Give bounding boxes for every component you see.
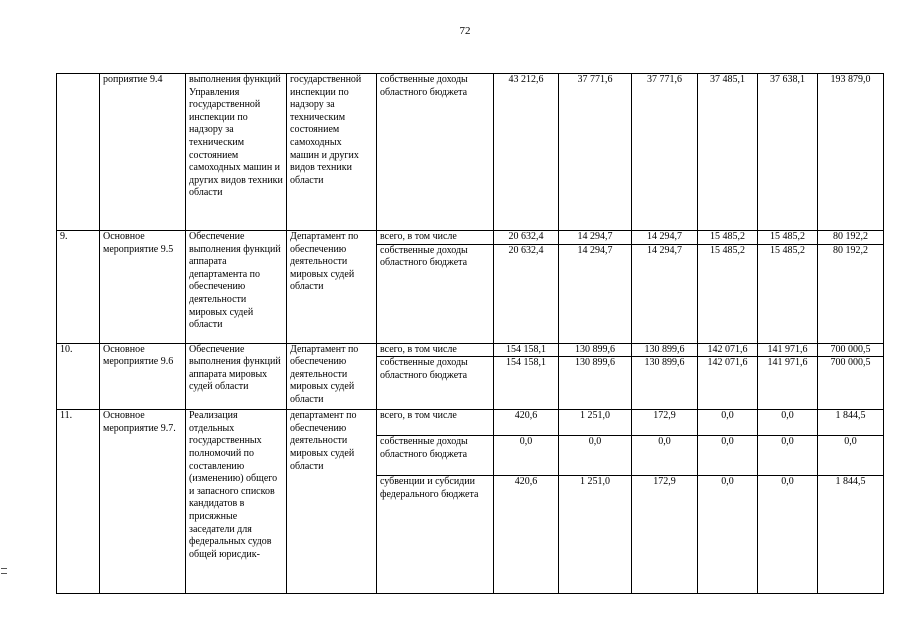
row-number: 11. xyxy=(57,410,100,594)
event-name: Основное мероприятие 9.5 xyxy=(100,231,186,344)
funding-source: собственные доходы областного бюджета xyxy=(377,74,494,231)
value-cell: 0,0 xyxy=(758,410,818,436)
funding-source: собственные доходы областного бюджета xyxy=(377,357,494,410)
event-executor: государственной инспекции по надзору за техническим состоянием самоходных машин и других видов техники области xyxy=(287,74,377,231)
value-cell: 141 971,6 xyxy=(758,343,818,357)
event-description: Обеспечение выполнения функций аппарата мировых судей области xyxy=(186,343,287,410)
row-number: 10. xyxy=(57,343,100,410)
total-cell: 1 844,5 xyxy=(818,410,884,436)
value-cell: 130 899,6 xyxy=(559,343,632,357)
total-cell: 0,0 xyxy=(818,436,884,476)
table-row xyxy=(57,410,884,436)
margin-mark xyxy=(1,568,7,574)
table-row xyxy=(57,74,884,231)
total-cell: 80 192,2 xyxy=(818,244,884,343)
total-cell: 700 000,5 xyxy=(818,357,884,410)
value-cell: 142 071,6 xyxy=(698,343,758,357)
value-cell: 14 294,7 xyxy=(559,231,632,245)
value-cell: 0,0 xyxy=(758,436,818,476)
event-executor: Департамент по обеспечению деятельности мировых судей области xyxy=(287,231,377,344)
funding-source: субвенции и субсидии федерального бюджета xyxy=(377,476,494,594)
value-cell: 1 251,0 xyxy=(559,476,632,594)
value-cell: 172,9 xyxy=(632,410,698,436)
event-name: Основное мероприятие 9.6 xyxy=(100,343,186,410)
value-cell: 15 485,2 xyxy=(758,231,818,245)
event-executor: Департамент по обеспечению деятельности мировых судей области xyxy=(287,343,377,410)
value-cell: 15 485,2 xyxy=(758,244,818,343)
value-cell: 154 158,1 xyxy=(494,357,559,410)
value-cell: 0,0 xyxy=(698,476,758,594)
row-number xyxy=(57,74,100,231)
value-cell: 43 212,6 xyxy=(494,74,559,231)
value-cell: 37 485,1 xyxy=(698,74,758,231)
value-cell: 1 251,0 xyxy=(559,410,632,436)
event-description: Реализация отдельных государственных полномочий по составлению (изменению) общего и запасного списков кандидатов в присяжные заседатели для федеральных судов общей юрисдик- xyxy=(186,410,287,594)
value-cell: 154 158,1 xyxy=(494,343,559,357)
value-cell: 420,6 xyxy=(494,476,559,594)
funding-source: всего, в том числе xyxy=(377,343,494,357)
value-cell: 14 294,7 xyxy=(632,244,698,343)
total-cell: 80 192,2 xyxy=(818,231,884,245)
page-number: 72 xyxy=(459,25,471,37)
value-cell: 142 071,6 xyxy=(698,357,758,410)
event-description: выполнения функций Управления государственной инспекции по надзору за техническим состоянием самоходных машин и других видов техники области xyxy=(186,74,287,231)
value-cell: 20 632,4 xyxy=(494,231,559,245)
value-cell: 130 899,6 xyxy=(559,357,632,410)
value-cell: 37 638,1 xyxy=(758,74,818,231)
value-cell: 37 771,6 xyxy=(559,74,632,231)
event-description: Обеспечение выполнения функций аппарата департамента по обеспечению деятельности мировых судей области xyxy=(186,231,287,344)
value-cell: 0,0 xyxy=(559,436,632,476)
value-cell: 14 294,7 xyxy=(632,231,698,245)
value-cell: 0,0 xyxy=(698,410,758,436)
total-cell: 700 000,5 xyxy=(818,343,884,357)
table-row xyxy=(57,343,884,357)
value-cell: 141 971,6 xyxy=(758,357,818,410)
funding-source: всего, в том числе xyxy=(377,231,494,245)
value-cell: 0,0 xyxy=(494,436,559,476)
total-cell: 1 844,5 xyxy=(818,476,884,594)
value-cell: 172,9 xyxy=(632,476,698,594)
budget-table xyxy=(56,73,884,594)
event-name: роприятие 9.4 xyxy=(100,74,186,231)
value-cell: 0,0 xyxy=(632,436,698,476)
value-cell: 14 294,7 xyxy=(559,244,632,343)
funding-source: собственные доходы областного бюджета xyxy=(377,436,494,476)
value-cell: 0,0 xyxy=(698,436,758,476)
value-cell: 420,6 xyxy=(494,410,559,436)
event-executor: департамент по обеспечению деятельности мировых судей области xyxy=(287,410,377,594)
value-cell: 15 485,2 xyxy=(698,231,758,245)
value-cell: 130 899,6 xyxy=(632,357,698,410)
event-name: Основное мероприятие 9.7. xyxy=(100,410,186,594)
funding-source: всего, в том числе xyxy=(377,410,494,436)
table-row xyxy=(57,231,884,245)
value-cell: 37 771,6 xyxy=(632,74,698,231)
row-number: 9. xyxy=(57,231,100,344)
value-cell: 0,0 xyxy=(758,476,818,594)
value-cell: 15 485,2 xyxy=(698,244,758,343)
value-cell: 20 632,4 xyxy=(494,244,559,343)
total-cell: 193 879,0 xyxy=(818,74,884,231)
funding-source: собственные доходы областного бюджета xyxy=(377,244,494,343)
value-cell: 130 899,6 xyxy=(632,343,698,357)
